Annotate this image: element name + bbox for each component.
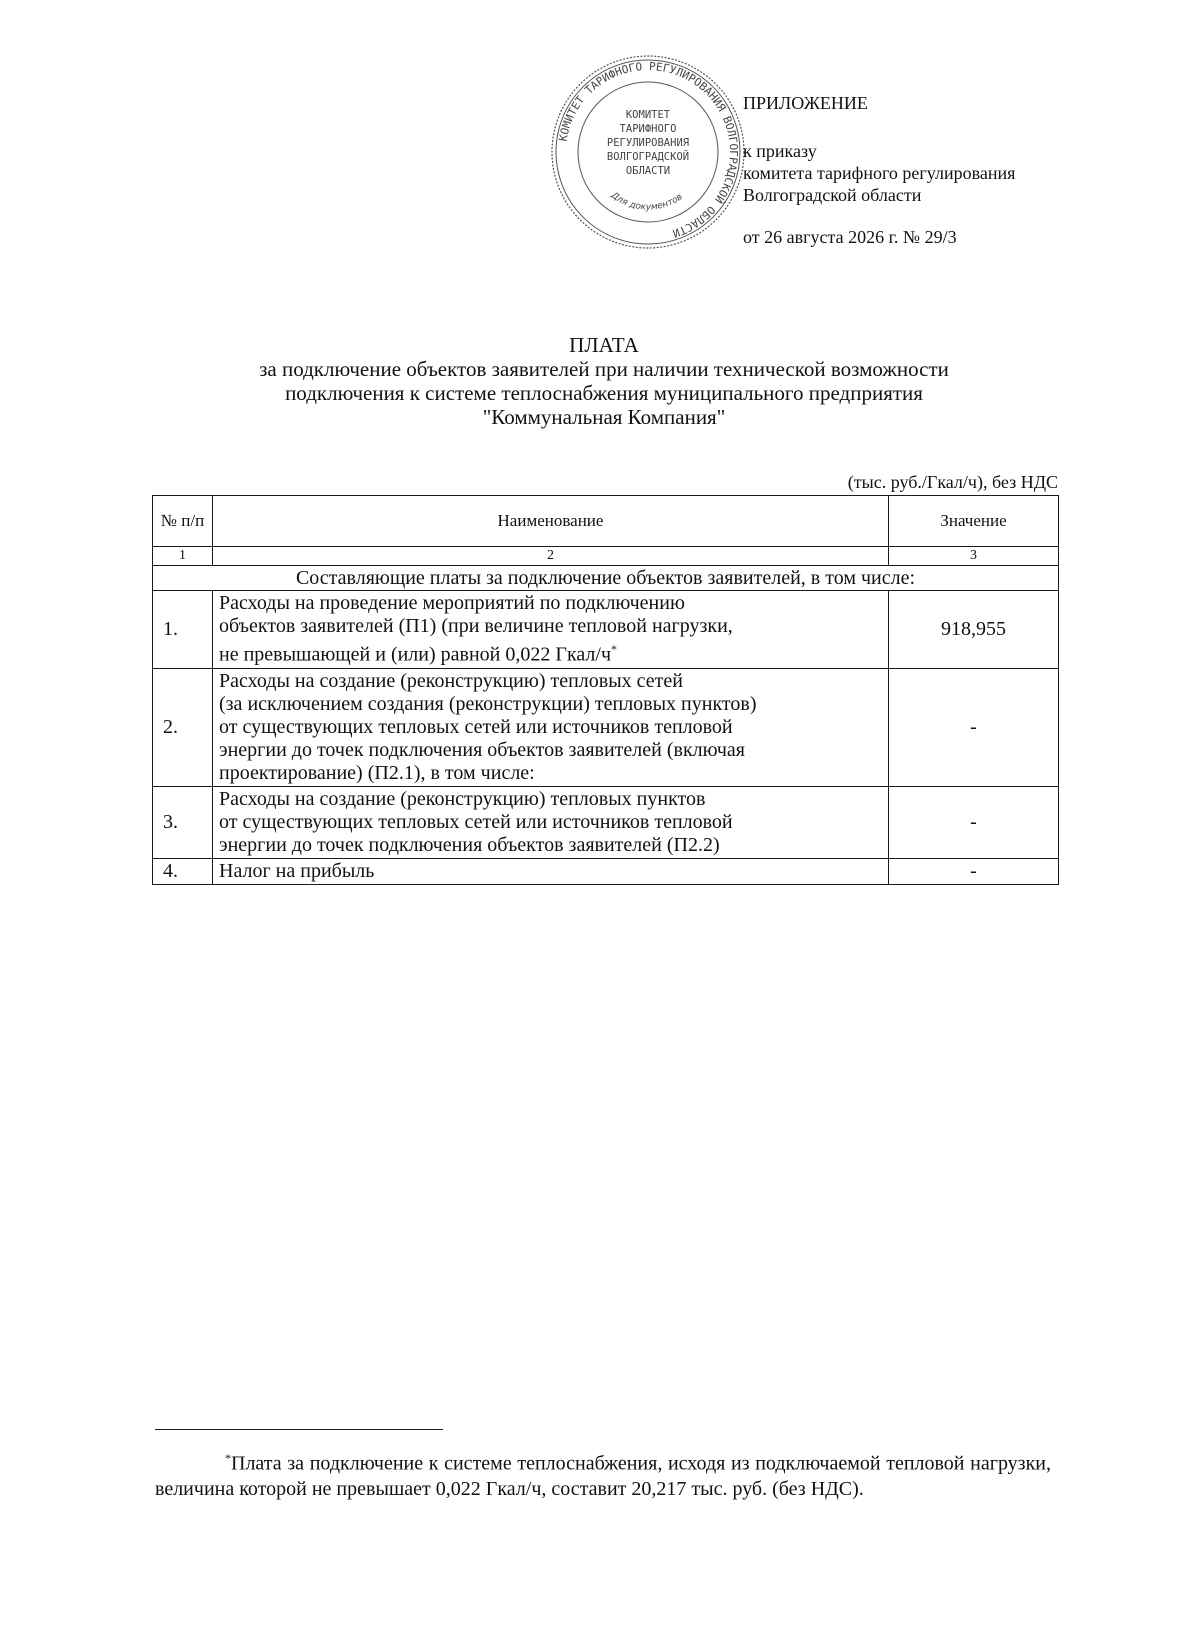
row-name-line: не превышающей и (или) равной 0,022 Гкал/ч* (219, 642, 618, 666)
row-name-line: Расходы на создание (реконструкцию) тепловых сетей (219, 669, 683, 692)
order-date: от 26 августа 2026 г. № 29/3 (743, 227, 957, 247)
column-number-row (153, 547, 1059, 566)
section-label: Составляющие платы за подключение объектов заявителей, в том числе: (153, 566, 1059, 591)
order-line-2: комитета тарифного регулирования (743, 163, 1016, 183)
section-row (153, 566, 1059, 591)
footnote-mark: * (611, 642, 618, 656)
row-name-line: проектирование) (П2.1), в том числе: (219, 761, 535, 784)
row-name (213, 591, 889, 669)
title-line-3: "Коммунальная Компания" (482, 405, 726, 429)
row-name-line: от существующих тепловых сетей или источников тепловой (219, 810, 733, 833)
row-name-line: Налог на прибыль (219, 859, 375, 882)
row-name (213, 668, 889, 786)
footnote-divider (155, 1429, 443, 1430)
table-row (153, 591, 1059, 669)
units-label: (тыс. руб./Гкал/ч), без НДС (847, 472, 1058, 492)
header-num: № п/п (153, 496, 213, 547)
row-name (213, 786, 889, 858)
column-number: 2 (213, 547, 889, 566)
header-value: Значение (889, 496, 1059, 547)
document-title (150, 333, 1058, 429)
table-row (153, 786, 1059, 858)
row-name-line: объектов заявителей (П1) (при величине тепловой нагрузки, (219, 615, 733, 637)
footnote-mark: * (225, 1451, 231, 1465)
title-main: ПЛАТА (569, 333, 639, 357)
header-name: Наименование (213, 496, 889, 547)
seal-line-5: ОБЛАСТИ (625, 165, 671, 177)
seal-inner-text: Для документов (608, 190, 685, 213)
table-row (153, 858, 1059, 884)
appendix-header (743, 92, 1015, 248)
footnote-text: Плата за подключение к системе теплоснабжения, исходя из подключаемой тепловой нагрузки, величина которой не превышает 0,022 Гкал/ч, составит 20,217 тыс. руб. (без НДС). (155, 1452, 1051, 1500)
order-line-3: Волгоградской области (743, 185, 922, 205)
row-name-line: Расходы на проведение мероприятий по подключению (219, 592, 685, 614)
footnote (155, 1446, 1051, 1502)
column-number: 3 (889, 547, 1059, 566)
seal-line-2: ТАРИФНОГО (619, 123, 677, 135)
row-name-line: энергии до точек подключения объектов заявителей (включая (219, 738, 745, 761)
row-value: - (889, 858, 1059, 884)
seal-graphic (548, 52, 748, 252)
seal-line-1: КОМИТЕТ (625, 109, 671, 121)
column-number: 1 (153, 547, 213, 566)
row-name-line: (за исключением создания (реконструкции) тепловых пунктов) (219, 692, 757, 715)
table-header-row (153, 496, 1059, 547)
row-value: - (889, 668, 1059, 786)
row-value: 918,955 (889, 591, 1059, 669)
row-number: 4. (153, 858, 213, 884)
seal-line-4: ВОЛГОГРАДСКОЙ (606, 151, 690, 163)
table-row (153, 668, 1059, 786)
order-line-1: к приказу (743, 141, 817, 161)
row-name-line: энергии до точек подключения объектов заявителей (П2.2) (219, 833, 720, 856)
row-number: 3. (153, 786, 213, 858)
row-name (213, 858, 889, 884)
row-value: - (889, 786, 1059, 858)
row-number: 1. (153, 591, 213, 669)
row-name-line: Расходы на создание (реконструкцию) тепловых пунктов (219, 787, 706, 810)
row-name-line: от существующих тепловых сетей или источников тепловой (219, 715, 733, 738)
appendix-label: ПРИЛОЖЕНИЕ (743, 93, 868, 113)
fee-table (152, 495, 1059, 885)
title-line-1: за подключение объектов заявителей при наличии технической возможности (259, 357, 949, 381)
row-number: 2. (153, 668, 213, 786)
title-line-2: подключения к системе теплоснабжения муниципального предприятия (285, 381, 923, 405)
seal-line-3: РЕГУЛИРОВАНИЯ (606, 137, 690, 149)
seal-outer-text: КОМИТЕТ ТАРИФНОГО РЕГУЛИРОВАНИЯ ВОЛГОГРАДСКОЙ ОБЛАСТИ (556, 59, 741, 240)
official-seal (548, 52, 748, 252)
